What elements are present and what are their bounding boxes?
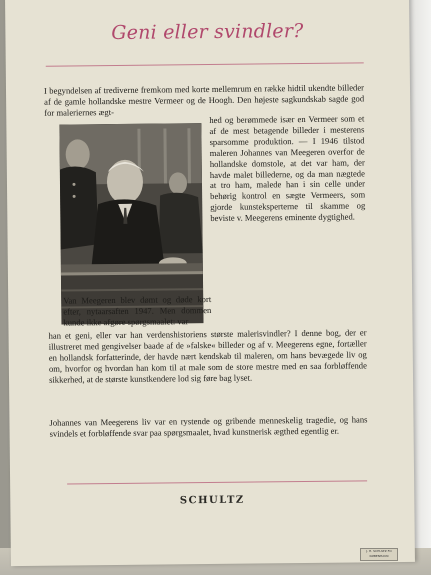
sticker-line-2: KØBENHAVN [369,554,389,558]
title-divider [46,62,364,66]
cover-title: Geni eller svindler? [111,20,304,45]
intro-paragraph: I begyndelsen af trediverne fremkom med korte mellemrum en række hidtil ukendte billeder af de gamle hollandske mestre Vermeer og de Hoogh. Den højeste sagkundskab sagde god for maleriernes ægt- [43,82,365,118]
bottom-divider [67,480,367,484]
right-column-text: hed og berømmede især en Vermeer som et af de mest betagende billeder i mesterens sparsomme produktion. — I 1946 tilstod maleren Johannes van Meegeren overfor de hollandske domstole, at det var ham, der havde malet billederne, og da man nægtede at tro ham, malede han i sin celle under behørig kontrol en sægte Vermeers, som gjorde kunsteksperterne til skamme og beviste v. Meegerens eminente dygtighed. [209,113,366,224]
publisher-name: SCHULTZ [179,494,245,507]
full-width-paragraph: han et geni, eller var han verdenshistoriens største malerisvindler? I denne bog, der er illustreret med gengivelser baade af de »falske« billeder og af v. Meegerens egne, fortæller en hollandsk forfatterinde, der havde nært kendskab til maleren, om hans bevægede liv og om, hvorfor og hvordan han kom til at male som de store mestre med en saa forbløffende sikkerhed, at de største kunstkendere lod sig føre bag lyset. [48,327,367,385]
sticker-line-1: J. H. SCHULTZ FO [366,549,392,553]
text-below-photo: Van Meegeren blev dømt og døde kort efter, nytaarsaften 1947. Men dommen kunde ikke afgøre spørgsmaalet: var [63,293,212,328]
bookseller-sticker [360,548,398,561]
book-back-cover [5,0,415,566]
closing-paragraph: Johannes van Meegerens liv var en rystende og gribende menneskelig tragedie, og hans svindels et forbløffende svar paa spørgsmaalet, hvad kunstnerisk ægthed egentlig er. [49,414,368,439]
